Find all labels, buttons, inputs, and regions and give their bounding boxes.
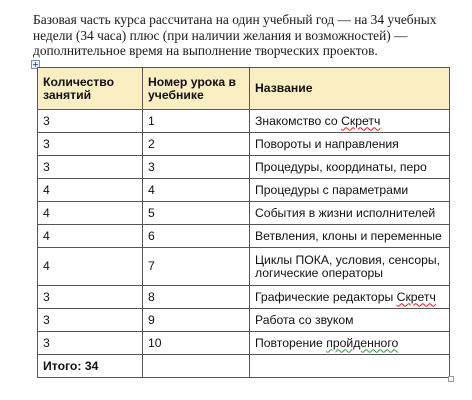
title-text: Ветвления, клоны и переменные: [255, 228, 442, 243]
cell-lesson[interactable]: 9: [143, 309, 250, 332]
spelling-marked-word: Скретч: [341, 113, 381, 128]
cell-count[interactable]: 4: [38, 225, 143, 248]
cell-title[interactable]: [250, 309, 450, 332]
cell-title[interactable]: [250, 225, 450, 248]
cell-count[interactable]: 3: [38, 133, 143, 156]
cell-title[interactable]: [250, 248, 450, 286]
cell-title[interactable]: [250, 179, 450, 202]
cell-count[interactable]: 3: [38, 110, 143, 133]
cell-title[interactable]: [250, 286, 450, 309]
cell-title[interactable]: [250, 156, 450, 179]
cell-lesson[interactable]: 1: [143, 110, 250, 133]
table-header-row: [38, 68, 450, 110]
table-row: [38, 202, 450, 225]
title-text: Повторение: [255, 335, 327, 350]
cell-lesson[interactable]: 6: [143, 225, 250, 248]
table-row: [38, 309, 450, 332]
cell-title[interactable]: [250, 110, 450, 133]
header-textbook-lesson: Номер урока в учебнике: [143, 68, 250, 110]
cell-count[interactable]: 4: [38, 202, 143, 225]
title-text: Работа со звуком: [255, 312, 354, 327]
table-row: [38, 248, 450, 286]
cell-count[interactable]: 3: [38, 286, 143, 309]
spelling-marked-word: Скретч: [396, 289, 436, 304]
table-resize-handle-icon[interactable]: [448, 376, 454, 382]
course-plan-table: [37, 67, 450, 378]
cell-count[interactable]: 3: [38, 332, 143, 355]
grammar-marked-word: пройденного: [326, 335, 399, 350]
title-text: События в жизни исполнителей: [255, 205, 436, 220]
table-row: [38, 156, 450, 179]
cell-lesson[interactable]: 8: [143, 286, 250, 309]
table-row: [38, 286, 450, 309]
title-text: Процедуры с параметрами: [255, 182, 409, 197]
cell-title[interactable]: [250, 332, 450, 355]
title-text: Графические редакторы: [255, 289, 397, 304]
table-total-row: [38, 355, 450, 378]
table-row: [38, 133, 450, 156]
cell-lesson[interactable]: 2: [143, 133, 250, 156]
table-row: [38, 332, 450, 355]
header-title: Название: [250, 68, 450, 110]
cell-title[interactable]: [250, 202, 450, 225]
table-row: [38, 110, 450, 133]
title-text: Циклы ПОКА, условия, сенсоры, логические операторы: [255, 252, 441, 280]
intro-paragraph: Базовая часть курса рассчитана на один учебный год — на 34 учебных недели (34 часа) плюс (при наличии желания и возможностей) — дополнительное время на выполнение творческих проектов.: [33, 12, 437, 58]
table-row: [38, 179, 450, 202]
cell-title[interactable]: [250, 133, 450, 156]
title-text: Повороты и направления: [255, 136, 399, 151]
cell-total[interactable]: Итого: 34: [38, 355, 143, 378]
cell-lesson[interactable]: 4: [143, 179, 250, 202]
cell-empty[interactable]: [143, 355, 250, 378]
title-text: Знакомство со: [255, 113, 342, 128]
cell-lesson[interactable]: 5: [143, 202, 250, 225]
table-row: [38, 225, 450, 248]
cell-lesson[interactable]: 7: [143, 248, 250, 286]
cell-lesson[interactable]: 10: [143, 332, 250, 355]
title-text: Процедуры, координаты, перо: [255, 159, 427, 174]
cell-count[interactable]: 3: [38, 156, 143, 179]
header-lessons-count: Количество занятий: [38, 68, 143, 110]
cell-lesson[interactable]: 3: [143, 156, 250, 179]
cell-count[interactable]: 4: [38, 179, 143, 202]
cell-empty[interactable]: [250, 355, 450, 378]
cell-count[interactable]: 3: [38, 309, 143, 332]
cell-count[interactable]: 4: [38, 248, 143, 286]
